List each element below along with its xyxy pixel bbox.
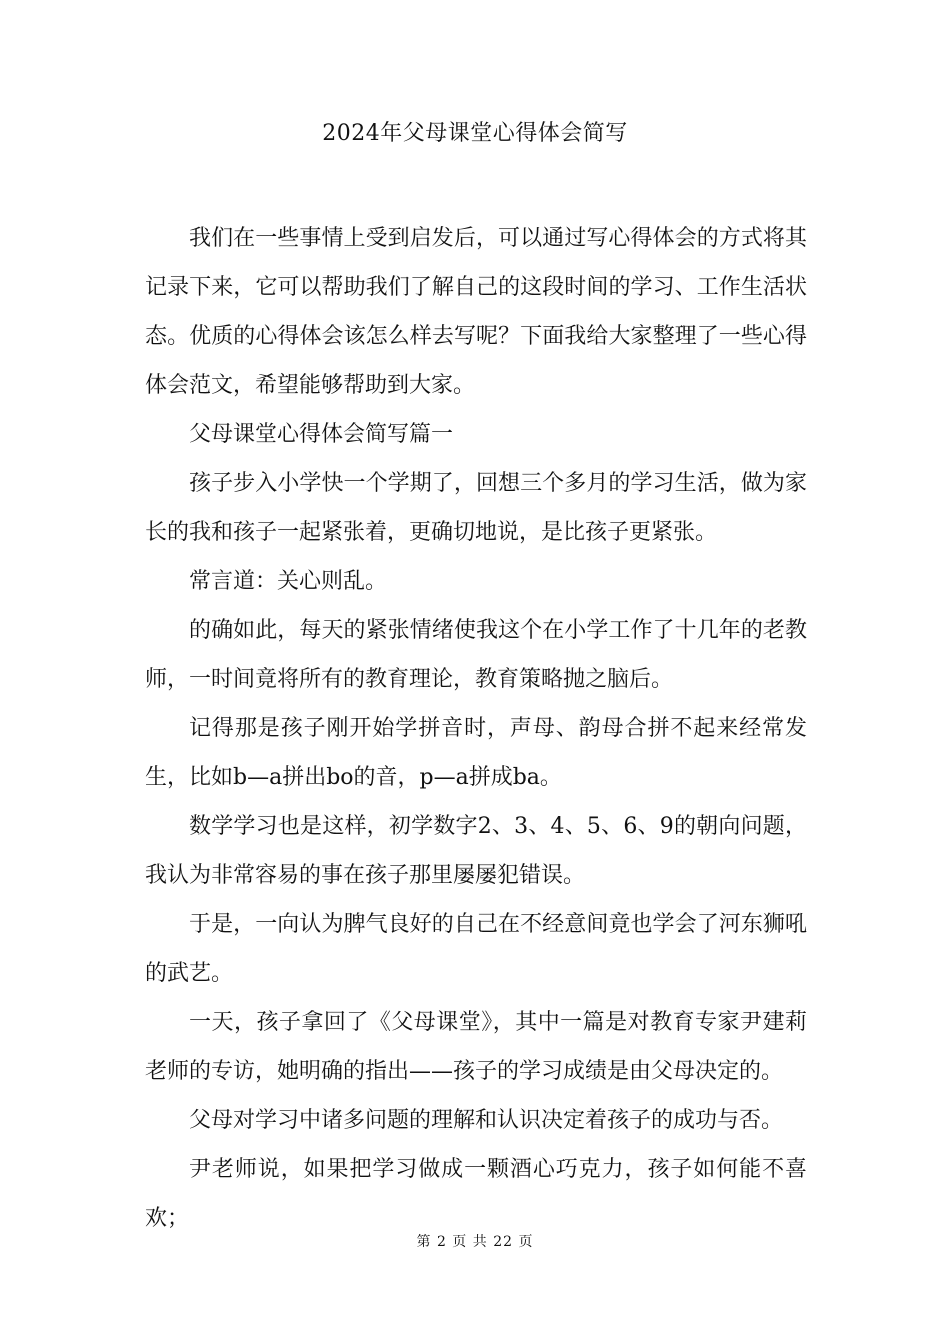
paragraph: 于是，一向认为脾气良好的自己在不经意间竟也学会了河东狮吼的武艺。 [145, 912, 807, 986]
paragraph: 记得那是孩子刚开始学拼音时，声母、韵母合拼不起来经常发生，比如b—a拼出bo的音，p—a拼成ba。 [145, 716, 807, 790]
paragraph: 孩子步入小学快一个学期了，回想三个多月的学习生活，做为家长的我和孩子一起紧张着，更确切地说，是比孩子更紧张。 [145, 471, 807, 545]
paragraph: 数学学习也是这样，初学数字2、3、4、5、6、9的朝向问题，我认为非常容易的事在孩子那里屡屡犯错误。 [145, 814, 807, 888]
document-title: 2024年父母课堂心得体会简写 [322, 121, 628, 146]
paragraph: 的确如此，每天的紧张情绪使我这个在小学工作了十几年的老教师，一时间竟将所有的教育理论，教育策略抛之脑后。 [145, 618, 807, 692]
section-heading: 父母课堂心得体会简写篇一 [189, 422, 454, 447]
paragraph: 尹老师说，如果把学习做成一颗酒心巧克力，孩子如何能不喜欢； [145, 1157, 807, 1231]
page-number-footer: 第 2 页 共 22 页 [416, 1234, 534, 1250]
paragraph: 常言道：关心则乱。 [189, 569, 388, 594]
document-body [145, 214, 807, 1243]
paragraph-intro: 我们在一些事情上受到启发后，可以通过写心得体会的方式将其记录下来，它可以帮助我们了解自己的这段时间的学习、工作生活状态。优质的心得体会该怎么样去写呢？下面我给大家整理了一些心得体会范文，希望能够帮助到大家。 [145, 226, 807, 398]
paragraph: 父母对学习中诸多问题的理解和认识决定着孩子的成功与否。 [189, 1108, 784, 1133]
paragraph: 一天，孩子拿回了《父母课堂》，其中一篇是对教育专家尹建莉老师的专访，她明确的指出——孩子的学习成绩是由父母决定的。 [145, 1010, 807, 1084]
